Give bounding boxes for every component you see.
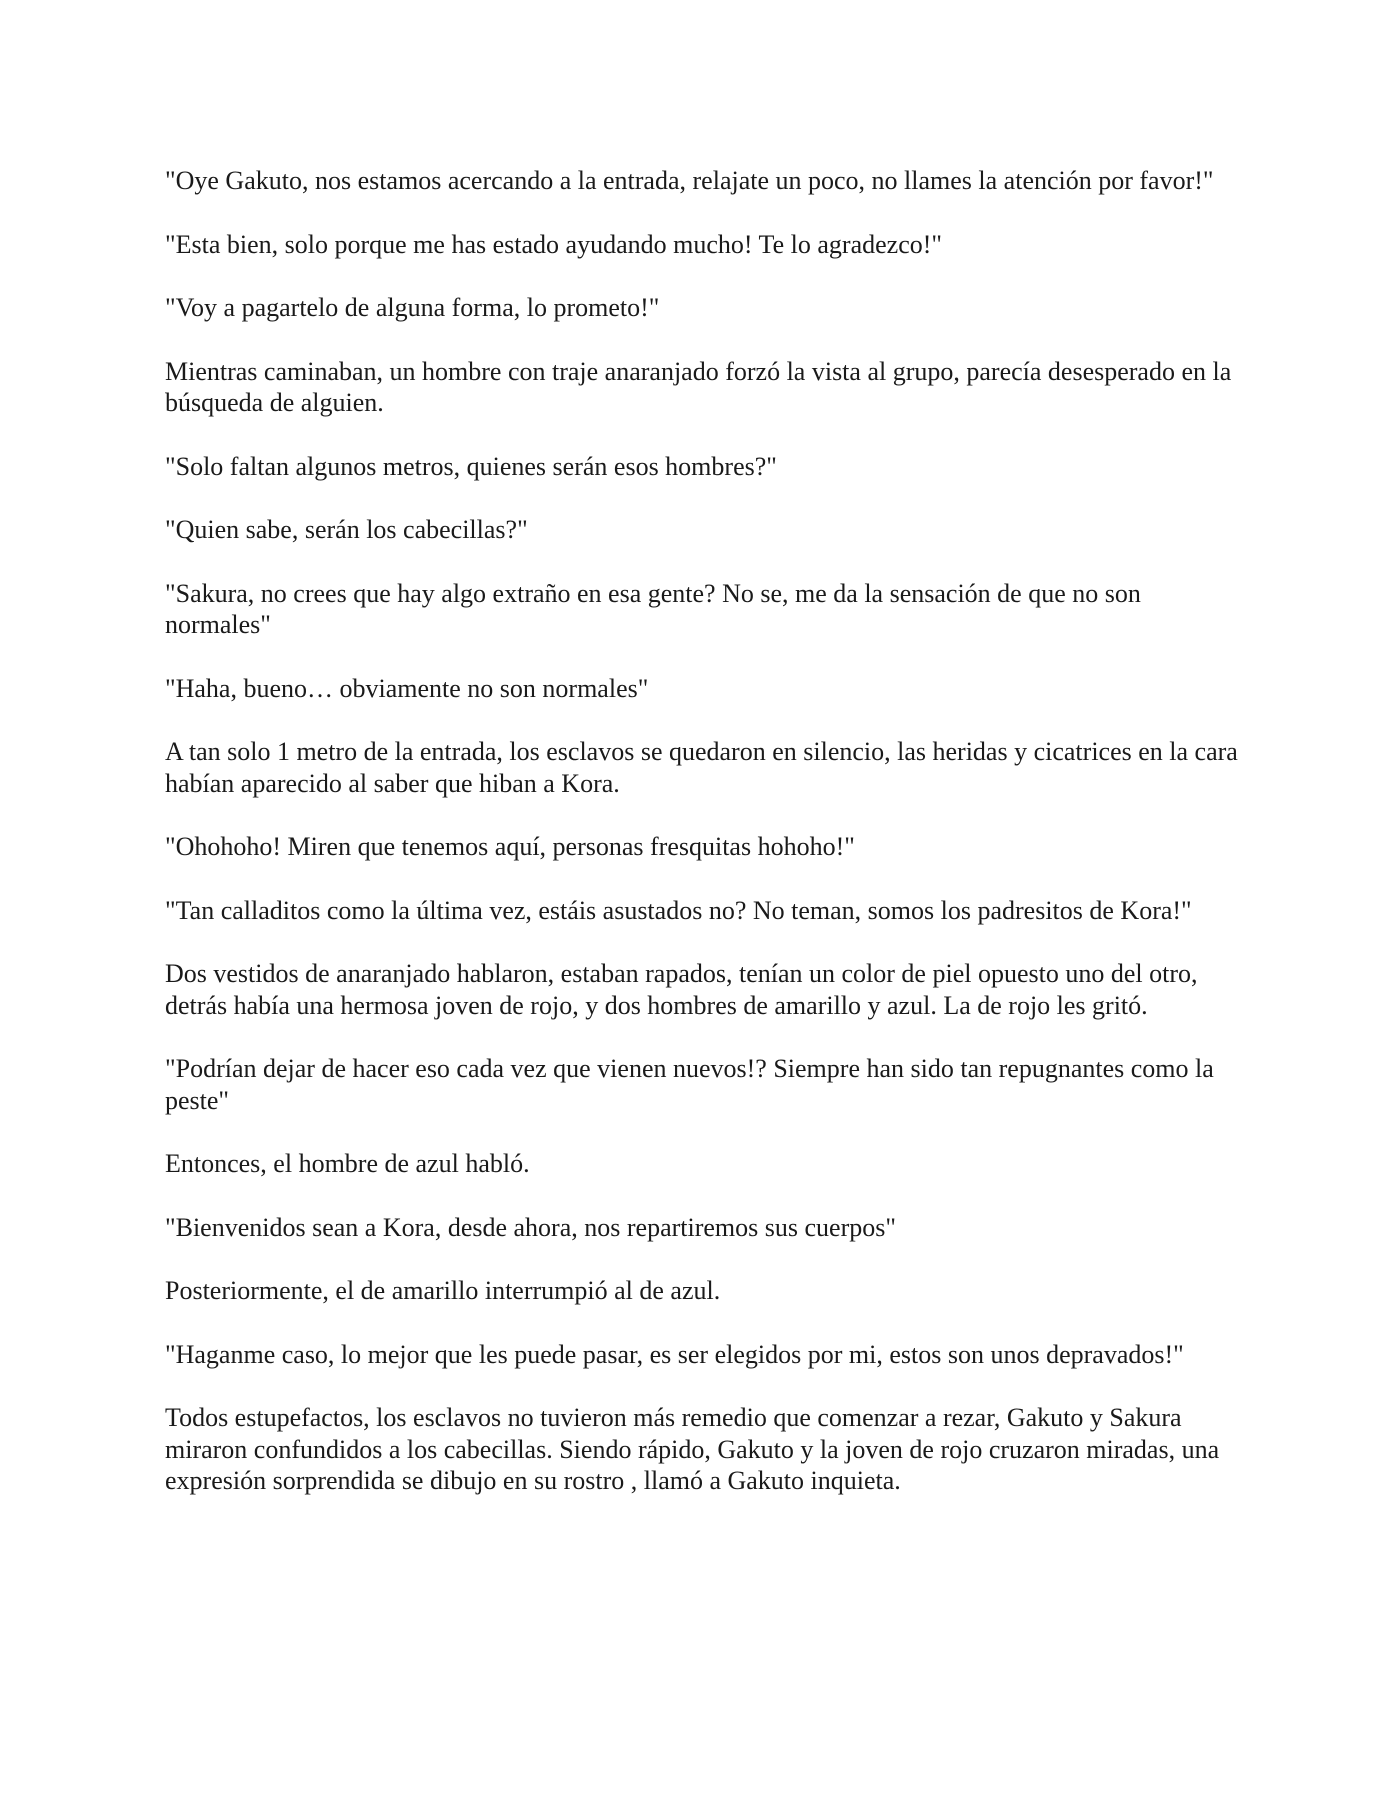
paragraph: Dos vestidos de anaranjado hablaron, estaban rapados, tenían un color de piel opuesto uno del otro, detrás había una hermosa joven de rojo, y dos hombres de amarillo y azul. La de rojo les gritó.	[165, 959, 1198, 1020]
paragraph: "Quien sabe, serán los cabecillas?"	[165, 515, 528, 544]
paragraph: Entonces, el hombre de azul habló.	[165, 1149, 530, 1178]
paragraph: "Esta bien, solo porque me has estado ayudando mucho! Te lo agradezco!"	[165, 229, 943, 259]
paragraph: "Haha, bueno… obviamente no son normales"	[165, 673, 649, 703]
paragraph: "Voy a pagartelo de alguna forma, lo prometo!"	[165, 293, 660, 322]
paragraph: Todos estupefactos, los esclavos no tuvieron más remedio que comenzar a rezar, Gakuto y Sakura miraron confundidos a los cabecillas. Siendo rápido, Gakuto y la joven de rojo cruzaron miradas, una expresión sorprendida se dibujo en su rostro , llamó a Gakuto inquieta.	[165, 1403, 1220, 1495]
paragraph: Posteriormente, el de amarillo interrumpió al de azul.	[165, 1276, 721, 1305]
paragraph: "Podrían dejar de hacer eso cada vez que vienen nuevos!? Siempre han sido tan repugnantes como la peste"	[165, 1054, 1214, 1115]
paragraph: "Sakura, no crees que hay algo extraño en esa gente? No se, me da la sensación de que no son normales"	[165, 578, 1141, 639]
paragraph: "Ohohoho! Miren que tenemos aquí, personas fresquitas hohoho!"	[165, 832, 855, 861]
paragraph: "Haganme caso, lo mejor que les puede pasar, es ser elegidos por mi, estos son unos depravados!"	[165, 1339, 1184, 1369]
paragraph: Mientras caminaban, un hombre con traje anaranjado forzó la vista al grupo, parecía desesperado en la búsqueda de alguien.	[165, 356, 1232, 417]
paragraph: "Oye Gakuto, nos estamos acercando a la entrada, relajate un poco, no llames la atención por favor!"	[165, 166, 1214, 195]
paragraph: A tan solo 1 metro de la entrada, los esclavos se quedaron en silencio, las heridas y cicatrices en la cara habían aparecido al saber que hiban a Kora.	[165, 737, 1238, 798]
paragraph: "Tan calladitos como la última vez, estáis asustados no? No teman, somos los padresitos de Kora!"	[165, 895, 1192, 925]
paragraph: "Bienvenidos sean a Kora, desde ahora, nos repartiremos sus cuerpos"	[165, 1212, 896, 1242]
paragraph: "Solo faltan algunos metros, quienes serán esos hombres?"	[165, 451, 777, 481]
